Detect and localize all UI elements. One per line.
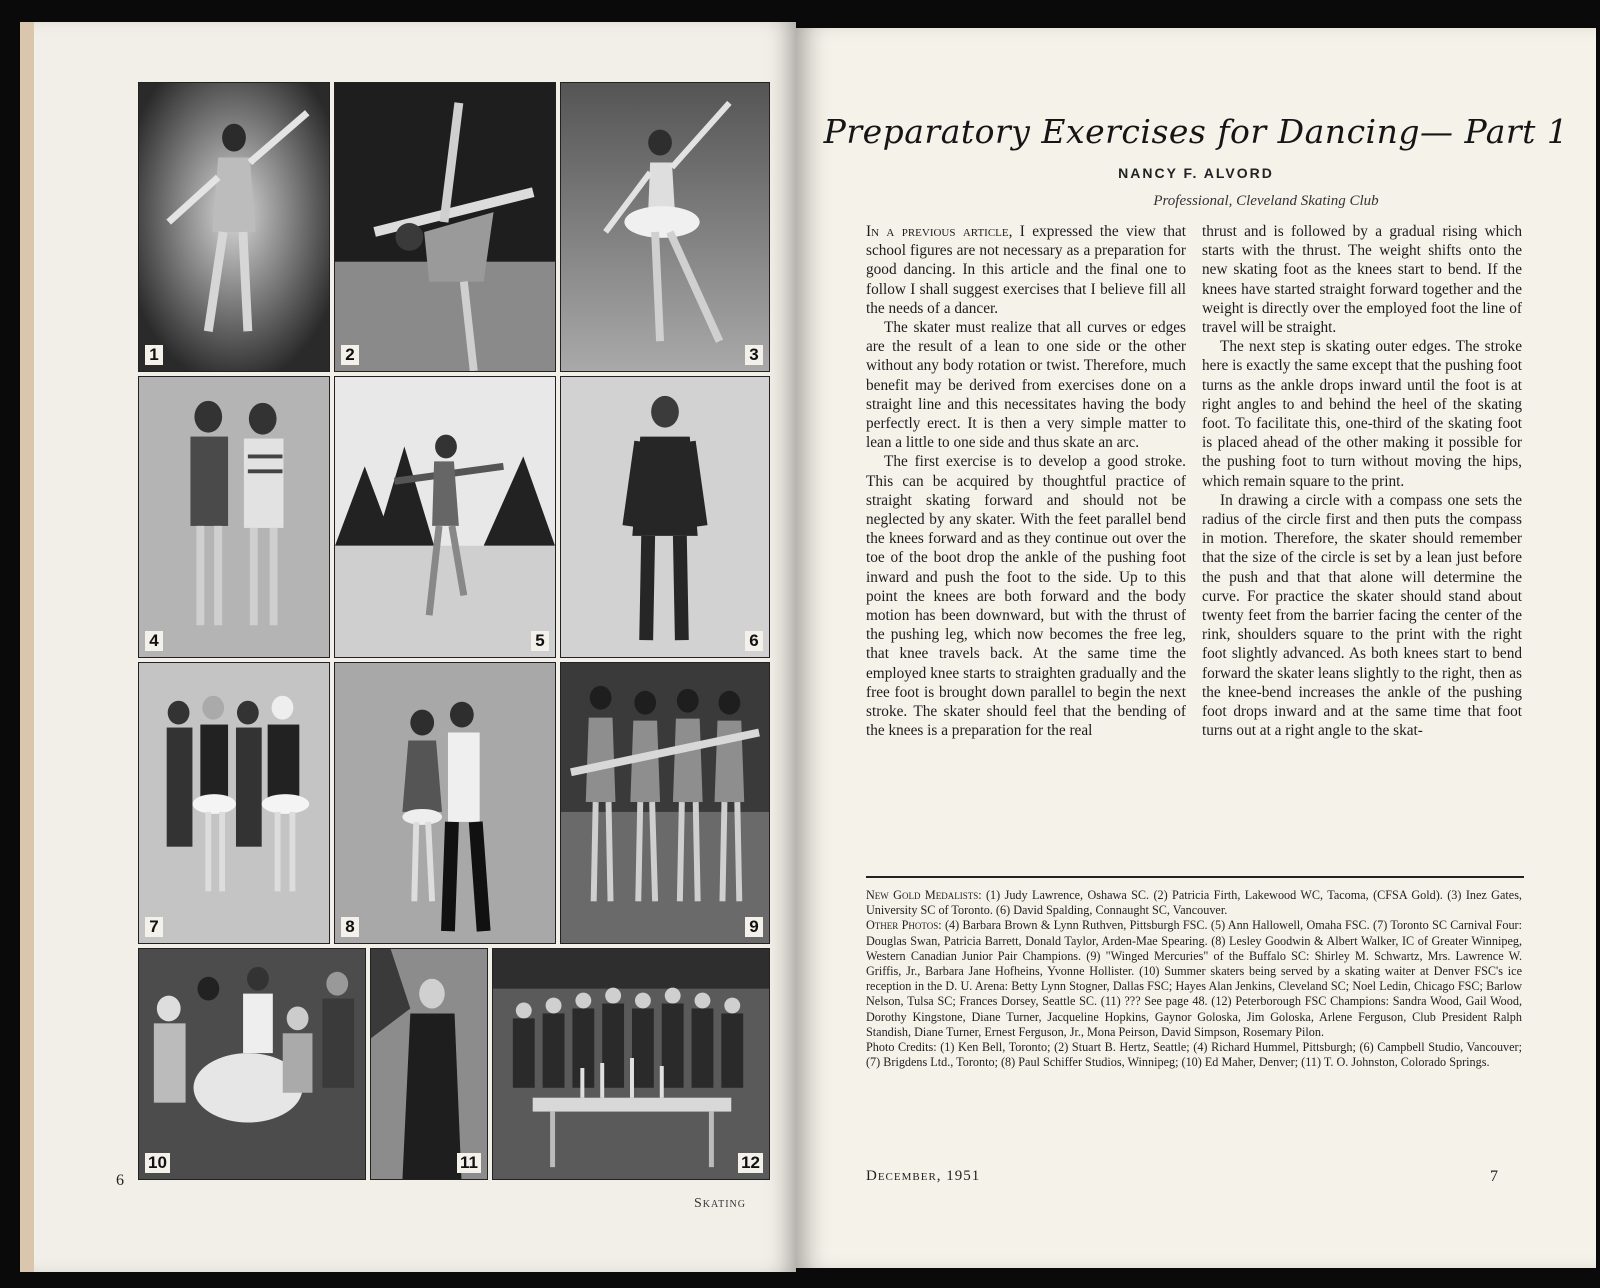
photo-10 xyxy=(138,948,366,1180)
paragraph: thrust and is followed by a gradual rising which starts with the thrust. The weight shifts onto the new skating foot as the knees start to bend. If the knees have started straight forward together and the weight is directly over the employed foot the line of travel will be straight. xyxy=(1202,223,1522,337)
photo-number: 10 xyxy=(145,1153,170,1173)
photo-11 xyxy=(370,948,488,1180)
photo-1 xyxy=(138,82,330,372)
running-head: Skating xyxy=(694,1196,747,1211)
caption-text: (4) Barbara Brown & Lynn Ruthven, Pittsburgh FSC. (5) Ann Hallowell, Omaha FSC. (7) Toronto SC Carnival Four: Douglas Swan, Patricia Barrett, Donald Taylor, Arden-Mae Spearing. (8) Lesley Goodwin & Albert Walker, IC of Greater Winnipeg, Western Canadian Junior Pair Champions. (9) "Winged Mercuries" of the Buffalo SC: Shirley M. Schwartz, Mrs. Lawrence W. Griffis, Jr., Barbara Jane Hofheins, Yvonne Hollister. (10) Summer skaters being served by a skating waiter at Denver FSC's ice reception in the D. U. Arena: Betty Lynn Stogner, Dallas FSC; Hayes Alan Jenkins, Cleveland SC; Noel Ledin, Chicago FSC; Barlow Nelson, Tulsa SC; Frances Dorsey, Seattle SC. (11) ??? See page 48. (12) Peterborough FSC Champions: Sandra Wood, Gail Wood, Dorothy Kingstone, Diane Turner, Jacqueline Hopkins, Gaynor Goloska, Jim Goloska, Arlene Ferguson, Club President Ralph Standish, Diane Turner, Ernest Ferguson, Jr., Mona Peirson, David Simpson, Rosemary Pilon. xyxy=(866,918,1522,1039)
photo-number: 7 xyxy=(145,917,163,937)
photo-9 xyxy=(560,662,770,944)
photo-number: 12 xyxy=(738,1153,763,1173)
article-title: Preparatory Exercises for Dancing— Part 1 xyxy=(823,112,1569,151)
caption-heading: New Gold Medalists: xyxy=(866,888,982,902)
photo-7 xyxy=(138,662,330,944)
photo-number: 9 xyxy=(745,917,763,937)
paragraph: In drawing a circle with a compass one sets the radius of the circle first and then puts the compass in motion. Therefore, the skater should remember that the size of the circle is set by a lean just before the push and that that alone will determine the curve. For practice the skater should stand about twenty feet from the barrier facing the center of the rink, shoulders square to the print with the right foot slightly advanced. As both knees start to bend forward the skater leans slightly to the right, then as the knee-bend increases the ankle of the pushing foot drops inward and at the same time that foot turns out at a right angle to the skat- xyxy=(1202,491,1522,740)
divider-rule xyxy=(866,876,1524,878)
caption-other-photos xyxy=(866,918,1522,1040)
photo-number: 8 xyxy=(341,917,359,937)
photo-5 xyxy=(334,376,556,658)
page-number-left: 6 xyxy=(116,1172,124,1189)
photo-4 xyxy=(138,376,330,658)
caption-photo-credits: Photo Credits: (1) Ken Bell, Toronto; (2) Stuart B. Hertz, Seattle; (4) Richard Hummel, Pittsburgh; (6) Campbell Studio, Vancouver; (7) Brigdens Ltd., Toronto; (8) Paul Schiffer Studios, Winnipeg; (10) Ed Maher, Denver; (11) T. O. Johnston, Colorado Springs. xyxy=(866,1040,1522,1070)
lead-in: In a previous article, xyxy=(866,223,1013,240)
photo-2 xyxy=(334,82,556,372)
photo-number: 1 xyxy=(145,345,163,365)
left-page xyxy=(20,22,796,1272)
photo-3 xyxy=(560,82,770,372)
photo-number: 4 xyxy=(145,631,163,651)
page-number-right: 7 xyxy=(1490,1168,1498,1185)
article-column-1 xyxy=(866,222,1186,740)
photo-number: 5 xyxy=(531,631,549,651)
article-affiliation: Professional, Cleveland Skating Club xyxy=(1153,193,1379,209)
photo-number: 3 xyxy=(745,345,763,365)
photo-number: 11 xyxy=(457,1153,481,1173)
caption-gold-medalists xyxy=(866,888,1522,918)
issue-date: December, 1951 xyxy=(866,1168,981,1184)
photo-12 xyxy=(492,948,770,1180)
article-author: NANCY F. ALVORD xyxy=(1118,165,1274,181)
photo-number: 2 xyxy=(341,345,359,365)
caption-text: (1) Judy Lawrence, Oshawa SC. (2) Patricia Firth, Lakewood WC, Tacoma, (CFSA Gold). (3) Inez Gates, University SC of Toronto. (6) David Spalding, Connaught SC, Vancouver. xyxy=(866,888,1522,918)
paragraph-text: I expressed the view that school figures are not necessary as a preparation for good dancing. In this article and the final one to follow I shall suggest exercises that I believe fill all the needs of a dancer. xyxy=(866,223,1187,317)
paragraph: The first exercise is to develop a good stroke. This can be acquired by thoughtful practice of straight skating forward and should not be neglected by any skater. With the feet parallel bend the knees forward and as they continue out over the toe of the boot drop the ankle of the pushing foot inward and push the foot to the side. Up to this point the knees are both forward and the body motion has been downward, but with the thrust of the pushing leg, which now becomes the free leg, that knee travels back. At the same time the employed knee starts to straighten gradually and the free foot is brought down parallel to begin the next stroke. The skater should feel that the bending of the knees is a preparation for the real xyxy=(866,453,1186,740)
article-column-2 xyxy=(1202,222,1522,740)
photo-number: 6 xyxy=(745,631,763,651)
photo-6 xyxy=(560,376,770,658)
paragraph: The next step is skating outer edges. The stroke here is exactly the same except that the pushing foot turns as the ankle drops inward until the foot is at right angles to and behind the heel of the skating foot. To facilitate this, one-third of the skating foot is placed ahead of the other making it possible for the pushing foot to turn without moving the hips, which remain square to the print. xyxy=(1202,338,1522,490)
paragraph xyxy=(866,222,1186,318)
caption-heading: Other Photos: xyxy=(866,918,942,933)
photo-captions xyxy=(866,888,1522,1070)
paragraph: The skater must realize that all curves or edges are the result of a lean to one side or the other without any body rotation or twist. Therefore, much benefit may be derived from exercises done on a straight line and this necessitates having the body perfectly erect. It is then a very simple matter to lean a little to one side and thus skate an arc. xyxy=(866,319,1186,452)
right-page xyxy=(796,28,1596,1268)
photo-8 xyxy=(334,662,556,944)
